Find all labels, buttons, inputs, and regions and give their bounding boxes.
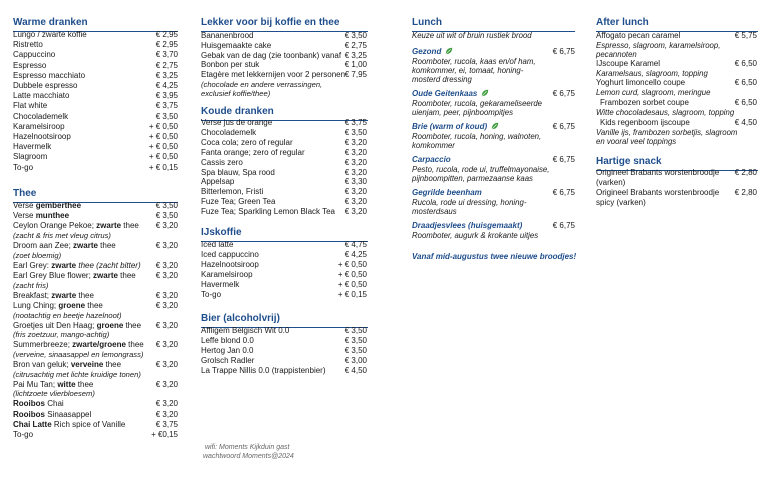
tea-suffix: thee [123,320,142,330]
lunch-dish-price: € 6,75 [552,188,575,197]
ijskoffie-title: IJskoffie [201,227,242,238]
bier-price: € 3,50 [344,335,367,345]
tea-item [13,301,103,310]
tea-type: witte [57,379,76,389]
lekker-note: (chocolade en andere verrassingen, [201,80,323,89]
warme-dranken-item: Cappuccino [13,50,56,60]
warme-dranken-price: + € 0,50 [148,132,178,141]
tea-price: € 3,20 [155,340,178,350]
warme-dranken-price: + € 0,50 [148,121,178,131]
tea-suffix: thee [117,271,136,280]
koude-dranken-item: Appelsap [201,177,235,187]
tea-item [13,241,116,250]
tea-name: Breakfast; [13,290,52,300]
lunch-dish-name: Brie (warm of koud) [412,122,499,131]
tea-price: € 3,20 [155,379,178,389]
lunch-dish-price: € 6,75 [552,155,575,164]
tea-type: zwarte [51,290,77,300]
snack-item: Origineel Brabants worstenbroodje [596,168,720,177]
wifi-network: wifi: Moments Kijkduin gast [205,444,290,451]
tea-note: (verveine, sinaasappel en lemongrass) [13,350,144,359]
koude-dranken-item: Bitterlemon, Fristi [201,187,264,197]
lunch-dish-name: Oude Geitenkaas [412,89,489,98]
lekker-item: Bonbon per stuk [201,60,260,70]
koude-dranken-item: Fuze Tea; Sparkling Lemon Black Tea [201,207,336,217]
lunch-subtitle: Keuze uit wit of bruin rustiek brood [412,31,532,40]
tea-name: Droom aan Zee; [13,241,74,251]
tea-item [13,340,144,349]
warme-dranken-price: € 3,25 [155,70,178,80]
tea-price: € 3,20 [155,320,178,330]
tea-note: (fris zoetzuur, mango-achtig) [13,330,110,340]
warme-dranken-item: Lungo / zwarte koffie [13,30,87,39]
bier-price: € 3,50 [344,345,367,355]
koude-dranken-price: € 3,20 [344,187,367,197]
warme-dranken-item: Ristretto [13,40,43,50]
warme-dranken-item: Latte macchiato [13,91,70,101]
lekker-price: € 7,95 [344,70,367,80]
after-lunch-price: € 4,50 [734,118,757,127]
lekker-price: € 2,75 [344,40,367,50]
tea-type: Rooibos [13,409,45,419]
tea-type: zwarte [73,241,98,251]
warme-dranken-price: € 3,70 [155,50,178,60]
tea-item [13,380,93,389]
koude-dranken-price: € 3,20 [344,197,367,207]
tea-type: groene [96,320,124,330]
tea-price: € 3,20 [155,399,178,409]
lunch-dish-description: mosterd dressing [412,74,472,84]
tea-note: (zoet bloemig) [13,250,62,260]
lekker-item: Gebak van de dag (zie toonbank) vanaf [201,50,342,60]
after-lunch-price: € 6,50 [734,78,757,87]
tea-type: groene [58,300,86,310]
warme-dranken-price: € 2,95 [155,30,178,39]
snack-description: (varken) [596,177,626,187]
vegetarian-leaf-icon [445,47,453,55]
after-lunch-description: pecannoten [596,49,637,59]
tea-note: (zacht & fris met vleug citrus) [13,231,111,241]
tea-price: € 3,20 [155,300,178,310]
after-lunch-item: Affogato pecan caramel [596,31,681,40]
warme-dranken-item: To-go [13,162,34,172]
tea-note: (citrusachtig met lichte kruidige tonen) [13,369,141,379]
ijskoffie-item: Hazelnootsiroop [201,259,259,269]
warme-dranken-price: € 2,95 [155,40,178,50]
koude-dranken-item: Chocolademelk [201,127,257,137]
tea-price: € 3,20 [155,360,178,369]
koude-dranken-title: Koude dranken [201,106,274,117]
tea-type: zwarte [51,260,77,270]
after-lunch-item: Yoghurt limoncello coupe [596,78,686,87]
tea-type: Chai Latte [13,419,52,429]
lunch-dish-price: € 6,75 [552,122,575,131]
tea-price: + €0,15 [151,430,178,439]
koude-dranken-price: € 3,30 [344,177,367,187]
tea-suffix: thee [103,360,122,369]
tea-name: Summerbreeze; [13,340,73,350]
tea-suffix: thee [76,290,94,300]
lunch-dish-price: € 6,75 [552,89,575,98]
warme-dranken-item: Havermelk [13,142,52,152]
warme-dranken-price: + € 0,50 [148,152,178,162]
tea-suffix: Sinaasappel [45,409,92,419]
koude-dranken-price: € 3,20 [344,147,367,157]
after-lunch-item: IJscoupe Karamel [596,59,661,68]
koude-dranken-price: € 3,20 [344,207,367,217]
warme-dranken-price: € 2,75 [155,60,178,70]
vegetarian-leaf-icon [481,89,489,97]
tea-item [13,321,141,330]
lunch-dish-description: Rucola, rode ui dressing, honing- [412,197,527,207]
tea-type: Rooibos [13,399,45,409]
warme-dranken-price: € 3,50 [155,111,178,121]
tea-price: € 3,20 [155,290,178,300]
warme-dranken-item: Hazelnootsiroop [13,132,71,141]
tea-price: € 3,20 [155,260,178,270]
ijskoffie-item: Iced cappuccino [201,249,259,259]
bier-price: € 4,50 [344,365,367,375]
bier-item: La Trappe Nillis 0.0 (trappistenbier) [201,365,326,375]
tea-name: Earl Grey: [13,260,52,270]
lekker-price: € 3,25 [344,50,367,60]
tea-type: zwarte/groene [72,340,126,350]
bier-price: € 3,00 [344,355,367,365]
ijskoffie-item: Havermelk [201,279,240,289]
tea-type: munthee [35,211,70,221]
after-lunch-description: Vanille ijs, frambozen sorbetjis, slagroom [596,127,738,137]
lekker-title: Lekker voor bij koffie en thee [201,17,340,28]
warme-dranken-price: € 4,25 [155,81,178,90]
tea-item [13,291,94,300]
warme-dranken-item: Flat white [13,101,48,111]
bier-item: Affligem Belgisch Wit 0.0 [201,326,290,335]
tea-price: € 3,75 [155,419,178,429]
ijskoffie-price: + € 0,50 [337,269,367,279]
wifi-password: wachtwoord Moments@2024 [203,453,294,460]
snack-price: € 2,80 [734,188,757,197]
tea-item [13,201,81,210]
koude-dranken-item: Coca cola; zero of regular [201,137,293,147]
koude-dranken-price: € 3,50 [344,127,367,137]
lunch-dish-description: Roomboter, augurk & krokante uitjes [412,230,539,240]
warme-dranken-title: Warme dranken [13,17,88,28]
ijskoffie-item: Iced latte [201,240,234,249]
lekker-price: € 1,00 [344,60,367,70]
tea-name: Verse [13,211,36,221]
lekker-item: Bananenbrood [201,31,254,40]
tea-name: To-go [13,430,34,439]
lunch-dish-name: Gegrilde beenham [412,188,482,197]
tea-price: € 3,20 [155,271,178,280]
tea-type: zwarte [93,271,118,280]
koude-dranken-item: Fanta orange; zero of regular [201,147,305,157]
tea-item [13,420,125,429]
tea-name: Ceylon Orange Pekoe; [13,221,97,231]
bier-item: Hertog Jan 0.0 [201,345,254,355]
after-lunch-description: Espresso, slagroom, karamelsiroop, [596,40,721,50]
ijskoffie-price: € 4,75 [344,240,367,249]
bier-title: Bier (alcoholvrij) [201,313,280,324]
warme-dranken-item: Espresso macchiato [13,70,86,80]
tea-item [13,410,91,419]
tea-price: € 3,20 [155,241,178,251]
lekker-price: € 3,50 [344,31,367,40]
warme-dranken-item: Espresso [13,60,47,70]
lunch-dish-description: komkommer, ei, tomaat, honing- [412,65,524,75]
koude-dranken-price: € 3,20 [344,167,367,177]
tea-price: € 3,20 [155,221,178,231]
lunch-dish-description: komkommer [412,140,455,150]
koude-dranken-price: € 3,20 [344,157,367,167]
lunch-dish-description: mosterdsaus [412,206,457,216]
tea-price: € 3,50 [155,201,178,210]
ijskoffie-price: € 4,25 [344,249,367,259]
koude-dranken-item: Verse jus de orange [201,118,273,127]
tea-suffix: Chai [45,399,64,409]
lunch-dish-description: Pesto, rucola, rode ui, truffelmayonaise, [412,164,550,174]
after-lunch-description: Lemon curd, slagroom, meringue [596,87,711,97]
lunch-dish-description: Roomboter, rucola, kaas en/of ham, [412,56,536,66]
after-lunch-title: After lunch [596,17,649,28]
tea-name: Verse [13,201,36,210]
tea-suffix: thee [75,379,94,389]
tea-name: Groetjes uit Den Haag; [13,320,97,330]
lekker-item: Huisgemaakte cake [201,40,272,50]
ijskoffie-price: + € 0,50 [337,279,367,289]
bier-item: Leffe blond 0.0 [201,335,254,345]
tea-name: Pai Mu Tan; [13,379,58,389]
lunch-dish-description: Roomboter, rucola, honing, walnoten, [412,131,542,141]
tea-item [13,211,69,220]
lunch-dish-price: € 6,75 [552,221,575,230]
ijskoffie-item: Karamelsiroop [201,269,253,279]
tea-type: gemberthee [35,201,82,210]
tea-name: Bron van geluk; [13,360,71,369]
after-lunch-price: € 6,50 [734,59,757,68]
tea-price: € 3,20 [155,409,178,419]
koude-dranken-item: Spa blauw, Spa rood [201,167,275,177]
tea-item [13,360,121,369]
lunch-dish-name: Draadjesvlees (huisgemaakt) [412,221,523,230]
lunch-dish-price: € 6,75 [552,47,575,56]
lunch-title: Lunch [412,17,442,28]
after-lunch-price: € 5,75 [734,31,757,40]
tea-suffix: thee [97,241,116,251]
bier-item: Grolsch Radler [201,355,255,365]
lunch-dish-description: Roomboter, rucola, gekarameliseerde [412,98,543,108]
warme-dranken-item: Dubbele espresso [13,81,78,90]
hartige-snack-title: Hartige snack [596,156,662,167]
warme-dranken-price: + € 0,50 [148,142,178,152]
tea-suffix: Rich spice of Vanille [51,419,126,429]
tea-type: verveine [70,360,104,369]
lunch-dish-name: Carpaccio [412,155,451,164]
tea-suffix: thee [85,300,103,310]
tea-item [13,221,139,230]
tea-suffix: thee [125,340,144,350]
warme-dranken-item: Slagroom [13,152,48,162]
tea-note: (nootachtig en beetje hazelnoot) [13,310,122,320]
koude-dranken-price: € 3,75 [344,118,367,127]
snack-item: Origineel Brabants worstenbroodje [596,188,720,197]
tea-item [13,271,136,280]
warme-dranken-price: € 3,75 [155,101,178,111]
koude-dranken-item: Fuze Tea; Green Tea [201,197,276,207]
lunch-dish-description: pijnboompitten, parmezaanse kaas [412,173,533,183]
after-lunch-description: Karamelsaus, slagroom, topping [596,68,708,78]
after-lunch-description: en vooral veel toppings [596,136,677,146]
lekker-note: exclusief koffie/thee) [201,89,271,98]
tea-type: zwarte [96,221,122,231]
warme-dranken-item: Chocolademelk [13,111,69,121]
tea-item [13,261,141,270]
tea-name: Lung Ching; [13,300,59,310]
tea-note: (lichtzoete vlierbloesem) [13,389,95,399]
bier-price: € 3,50 [344,326,367,335]
lunch-dish-name: Gezond [412,47,453,56]
lunch-announcement: Vanaf mid-augustus twee nieuwe broodjes! [412,252,577,261]
koude-dranken-item: Cassis zero [201,157,243,167]
thee-title: Thee [13,188,37,199]
tea-suffix: thee (zacht bitter) [76,260,141,270]
warme-dranken-price: + € 0,15 [148,162,178,172]
after-lunch-price: € 6,50 [734,98,757,107]
tea-item [13,399,64,408]
vegetarian-leaf-icon [491,122,499,130]
ijskoffie-price: + € 0,15 [337,289,367,299]
warme-dranken-price: € 3,95 [155,91,178,101]
tea-item [13,430,33,439]
ijskoffie-item: To-go [201,289,222,299]
after-lunch-item: Frambozen sorbet coupe [600,98,689,107]
ijskoffie-price: + € 0,50 [337,259,367,269]
after-lunch-description: Witte chocoladesaus, slagroom, topping [596,107,735,117]
koude-dranken-price: € 3,20 [344,137,367,147]
tea-name: Earl Grey Blue flower; [13,271,94,280]
lunch-dish-description: uienjam, peer, pijnboompitjes [412,107,513,117]
snack-description: spicy (varken) [596,197,646,207]
lekker-item: Etagère met lekkernijen voor 2 personen [201,70,346,80]
warme-dranken-item: Karamelsiroop [13,121,65,131]
snack-price: € 2,80 [734,168,757,177]
tea-price: € 3,50 [155,211,178,221]
tea-suffix: thee [121,221,139,231]
tea-note: (zacht fris) [13,280,49,290]
after-lunch-item: Kids regenboom ijscoupe [600,118,690,127]
